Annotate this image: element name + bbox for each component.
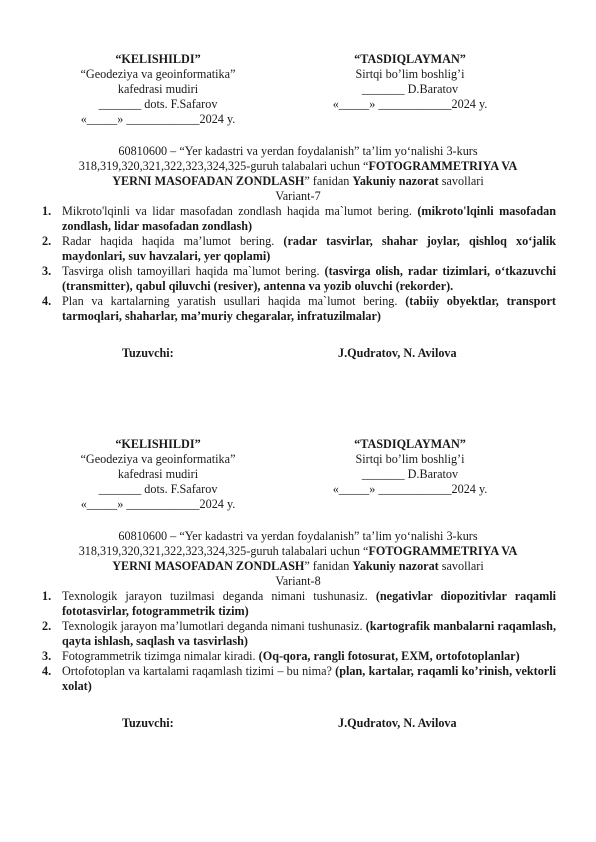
subject-title-part-1: FOTOGRAMMETRIYA VA	[368, 159, 518, 173]
course-line-3	[0, 559, 596, 574]
question-text: Tasvirga olish tamoyillari haqida ma`lumot bering.	[62, 264, 320, 278]
agreed-date: «_____» ____________2024 y.	[80, 112, 236, 126]
approved-title: “TASDIQLAYMAN”	[354, 52, 466, 66]
department-name: “Geodeziya va geoinformatika”	[80, 452, 236, 466]
variant-label: Variant-8	[275, 574, 321, 588]
question-answer-keywords: (tasvirga olish, radar tizimlari, o‘tkazuvchi (transmitter), qabul qiluvchi (resiver), antenna va yozib oluvchi (rekorder).	[62, 264, 556, 293]
approved-block	[310, 437, 510, 497]
question-number: 2.	[42, 234, 52, 248]
variant-label: Variant-7	[275, 189, 321, 203]
question-text: Mikroto'lqinli va lidar masofadan zondlash haqida ma`lumot bering.	[62, 204, 412, 218]
course-line-2	[0, 159, 596, 174]
question-answer-keywords: (plan, kartalar, raqamli ko’rinish, vektorli xolat)	[62, 664, 556, 693]
question-text: Texnologik jarayon tuzilmasi deganda nimani tushunasiz.	[62, 589, 368, 603]
approved-block	[310, 52, 510, 112]
subject-title-part-1: FOTOGRAMMETRIYA VA	[368, 544, 518, 558]
exam-ticket-variant-8	[0, 437, 596, 732]
agreed-date: «_____» ____________2024 y.	[80, 497, 236, 511]
question-item	[0, 204, 596, 234]
course-groups: 318,319,320,321,322,323,324,325-guruh talabalari uchun “	[78, 544, 369, 558]
question-text: Texnologik jarayon ma’lumotlari deganda nimani tushunasiz.	[62, 619, 363, 633]
course-line-3	[0, 174, 596, 189]
agreed-block	[58, 437, 258, 512]
question-item	[0, 264, 596, 294]
question-number: 2.	[42, 619, 52, 633]
question-answer-keywords: (tabiiy obyektlar, transport tarmoqlari, shaharlar, ma’muriy chegaralar, infratuzilmalar)	[62, 294, 556, 323]
compiler-label: Tuzuvchi:	[122, 346, 174, 360]
course-connector: ” fanidan	[304, 174, 353, 188]
question-item	[0, 649, 596, 664]
compiler-signature	[0, 346, 596, 362]
question-answer-keywords: (negativlar diopozitivlar raqamli fototasvirlar, fotogrammetrik tizim)	[62, 589, 557, 618]
question-answer-keywords: (radar tasvirlar, shahar joylar, qishloq xo‘jalik maydonlari, suv havzalari, yer qoplami)	[62, 234, 557, 263]
question-text: Radar haqida haqida ma’lumot bering.	[62, 234, 275, 248]
question-number: 4.	[42, 664, 52, 678]
approval-header	[0, 437, 596, 517]
department-head-signature: _______ dots. F.Safarov	[98, 97, 218, 111]
division-head-signature: _______ D.Baratov	[361, 82, 459, 96]
question-list	[0, 204, 596, 324]
question-number: 3.	[42, 649, 52, 663]
department-head-label: kafedrasi mudiri	[117, 467, 199, 481]
question-number: 3.	[42, 264, 52, 278]
question-number: 1.	[42, 589, 52, 603]
exam-type: Yakuniy nazorat	[352, 174, 439, 188]
subject-title-part-2: YERNI MASOFADAN ZONDLASH	[112, 559, 305, 573]
question-item	[0, 664, 596, 694]
agreed-title: “KELISHILDI”	[115, 52, 201, 66]
question-item	[0, 294, 596, 324]
department-head-signature: _______ dots. F.Safarov	[98, 482, 218, 496]
question-list	[0, 589, 596, 694]
approved-date: «_____» ____________2024 y.	[332, 97, 488, 111]
subject-title-part-2: YERNI MASOFADAN ZONDLASH	[112, 174, 305, 188]
department-name: “Geodeziya va geoinformatika”	[80, 67, 236, 81]
division-head-signature: _______ D.Baratov	[361, 467, 459, 481]
course-line-1: 60810600 – “Yer kadastri va yerdan foydalanish” ta’lim yo‘nalishi 3-kurs	[118, 144, 478, 158]
question-item	[0, 589, 596, 619]
approval-header	[0, 52, 596, 132]
course-line-1: 60810600 – “Yer kadastri va yerdan foydalanish” ta’lim yo‘nalishi 3-kurs	[118, 529, 478, 543]
question-number: 4.	[42, 294, 52, 308]
agreed-block	[58, 52, 258, 127]
department-head-label: kafedrasi mudiri	[117, 82, 199, 96]
course-connector: ” fanidan	[304, 559, 353, 573]
question-text: Plan va kartalarning yaratish usullari haqida ma`lumot bering.	[62, 294, 398, 308]
compiler-label: Tuzuvchi:	[122, 716, 174, 730]
question-answer-keywords: (kartografik manbalarni raqamlash, qayta ishlash, saqlash va tasvirlash)	[62, 619, 556, 648]
question-text: Fotogrammetrik tizimga nimalar kiradi.	[62, 649, 256, 663]
exam-type: Yakuniy nazorat	[352, 559, 439, 573]
division-head-label: Sirtqi bo’lim boshlig’i	[355, 452, 465, 466]
question-answer-keywords: (mikroto'lqinli masofadan zondlash, lidar masofadan zondlash)	[62, 204, 556, 233]
course-line-2	[0, 544, 596, 559]
exam-ticket-variant-7	[0, 52, 596, 362]
division-head-label: Sirtqi bo’lim boshlig’i	[355, 67, 465, 81]
question-number: 1.	[42, 204, 52, 218]
compiler-names: J.Qudratov, N. Avilova	[338, 346, 457, 360]
course-suffix: savollari	[438, 174, 484, 188]
course-groups: 318,319,320,321,322,323,324,325-guruh talabalari uchun “	[78, 159, 369, 173]
course-suffix: savollari	[438, 559, 484, 573]
course-description	[0, 144, 596, 204]
course-description	[0, 529, 596, 589]
question-answer-keywords: (Oq-qora, rangli fotosurat, EXM, ortofotoplanlar)	[258, 649, 520, 663]
approved-title: “TASDIQLAYMAN”	[354, 437, 466, 451]
question-text: Ortofotoplan va kartalami raqamlash tizimi – bu nima?	[62, 664, 332, 678]
compiler-signature	[0, 716, 596, 732]
question-item	[0, 619, 596, 649]
agreed-title: “KELISHILDI”	[115, 437, 201, 451]
compiler-names: J.Qudratov, N. Avilova	[338, 716, 457, 730]
approved-date: «_____» ____________2024 y.	[332, 482, 488, 496]
question-item	[0, 234, 596, 264]
